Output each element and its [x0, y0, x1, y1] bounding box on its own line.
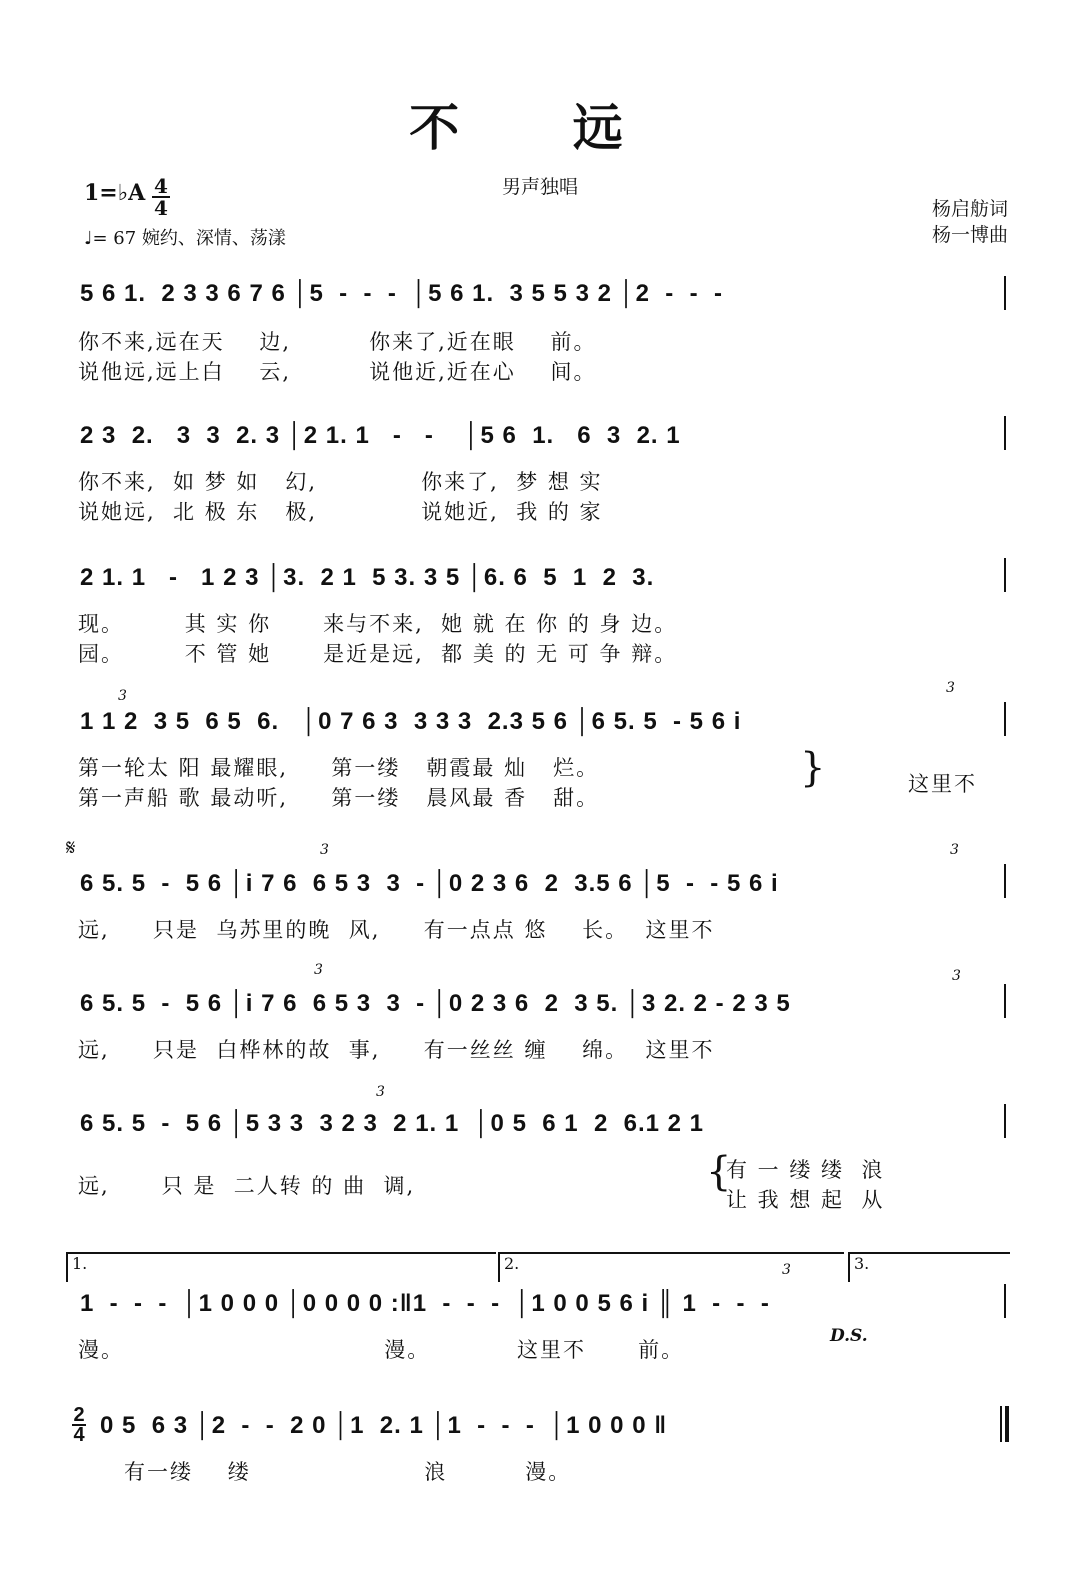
system-4-lyric-2: 第一声船 歌 最动听, 第一缕 晨风最 香 甜。	[78, 786, 600, 810]
barline	[1004, 1284, 1006, 1318]
final-barline-thin	[1000, 1406, 1002, 1442]
lyricist: 杨启舫词	[931, 198, 1008, 220]
triplet-mark: 3	[320, 842, 329, 858]
barline	[1004, 984, 1006, 1018]
volta-2: 2.	[498, 1252, 844, 1282]
triplet-mark: 3	[376, 1084, 385, 1100]
system-6-notes: 6 5. 5 - 5 6 │i 7 6 6 5 3 3 - │0 2 3 6 2 3 5. │3 2. 2 - 2 3 5	[80, 990, 791, 1017]
song-title: 不 远	[409, 98, 671, 157]
system-2-lyric-1: 你不来, 如 梦 如 幻, 你来了, 梦 想 实	[78, 470, 603, 494]
system-1-notes: 5 6 1. 2 3 3 6 7 6 │5 - - - │5 6 1. 3 5 5 3 2 │2 - - -	[80, 280, 723, 307]
barline	[1004, 416, 1006, 450]
system-8-notes: 1 - - - │1 0 0 0 │0 0 0 0 :‖1 - - - │1 0 0 5 6 i ║ 1 - - -	[80, 1290, 770, 1317]
meter-numerator: 4	[154, 174, 168, 198]
lyric-brace: }	[800, 745, 826, 791]
system-9-notes: 0 5 6 3 │2 - - 2 0 │1 2. 1 │1 - - - │1 0 0 0 ‖	[100, 1412, 668, 1439]
system-9-lyric-1: 有一缕 缕 浪 漫。	[124, 1460, 572, 1484]
volta-3: 3.	[848, 1252, 1010, 1282]
system-5-notes: 6 5. 5 - 5 6 │i 7 6 6 5 3 3 - │0 2 3 6 2 3.5 6 │5 - - 5 6 i	[80, 870, 779, 897]
system-1-lyric-1: 你不来,远在天 边, 你来了,近在眼 前。	[78, 330, 597, 354]
volta-1: 1.	[66, 1252, 496, 1282]
system-7-right-lyric-1: 有 一 缕 缕 浪	[726, 1158, 885, 1182]
barline	[1004, 1104, 1006, 1138]
system-4-side-lyric: 这里不	[908, 772, 977, 796]
dal-segno: D.S.	[830, 1326, 868, 1346]
barline	[1004, 558, 1006, 592]
lyric-brace: {	[706, 1149, 732, 1195]
triplet-mark: 3	[118, 688, 127, 704]
system-7-right-lyric-2: 让 我 想 起 从	[726, 1188, 885, 1212]
time-sig-2-4	[72, 1406, 86, 1444]
ts-num: 2	[73, 1404, 85, 1426]
final-barline-thick	[1005, 1406, 1009, 1442]
system-7-notes: 6 5. 5 - 5 6 │5 3 3 3 2 3 2 1. 1 │0 5 6 1 2 6.1 2 1	[80, 1110, 705, 1137]
system-3-lyric-1: 现。 其 实 你 来与不来, 她 就 在 你 的 身 边。	[78, 612, 678, 636]
composer: 杨一博曲	[931, 224, 1008, 246]
song-subtitle: 男声独唱	[501, 176, 578, 198]
system-1-lyric-2: 说他远,远上白 云, 说他近,近在心 间。	[78, 360, 597, 384]
system-2-notes: 2 3 2. 3 3 2. 3 │2 1. 1 - - │5 6 1. 6 3 2. 1	[80, 422, 681, 449]
barline	[1004, 864, 1006, 898]
key-signature: 1=♭A	[84, 180, 146, 206]
tempo-marking: ♩= 67 婉约、深情、荡漾	[84, 228, 286, 249]
system-3-lyric-2: 园。 不 管 她 是近是远, 都 美 的 无 可 争 辩。	[78, 642, 678, 666]
barline	[1004, 276, 1006, 310]
meter-denominator: 4	[152, 196, 170, 218]
system-4-lyric-1: 第一轮太 阳 最耀眼, 第一缕 朝霞最 灿 烂。	[78, 756, 600, 780]
system-4-notes: 1 1 2 3 5 6 5 6. │0 7 6 3 3 3 3 2.3 5 6 │6 5. 5 - 5 6 i	[80, 708, 742, 735]
triplet-mark: 3	[952, 968, 961, 984]
system-8-lyric-1: 漫。 漫。 这里不 前。	[78, 1338, 685, 1362]
system-3-notes: 2 1. 1 - 1 2 3 │3. 2 1 5 3. 3 5 │6. 6 5 1 2 3.	[80, 564, 655, 591]
system-6-lyric-1: 远, 只是 白桦林的故 事, 有一丝丝 缠 绵。 这里不	[78, 1038, 715, 1062]
barline	[1004, 702, 1006, 736]
triplet-mark: 3	[946, 680, 955, 696]
time-signature	[152, 176, 170, 218]
system-7-lyric-1: 远, 只 是 二人转 的 曲 调,	[78, 1174, 416, 1198]
system-2-lyric-2: 说她远, 北 极 东 极, 说她近, 我 的 家	[78, 500, 603, 524]
triplet-mark: 3	[782, 1262, 791, 1278]
triplet-mark: 3	[950, 842, 959, 858]
segno-sign: 𝄋	[66, 836, 76, 861]
system-5-lyric-1: 远, 只是 乌苏里的晚 风, 有一点点 悠 长。 这里不	[78, 918, 715, 942]
credits	[932, 196, 1008, 248]
ts-den: 4	[73, 1424, 85, 1446]
triplet-mark: 3	[314, 962, 323, 978]
